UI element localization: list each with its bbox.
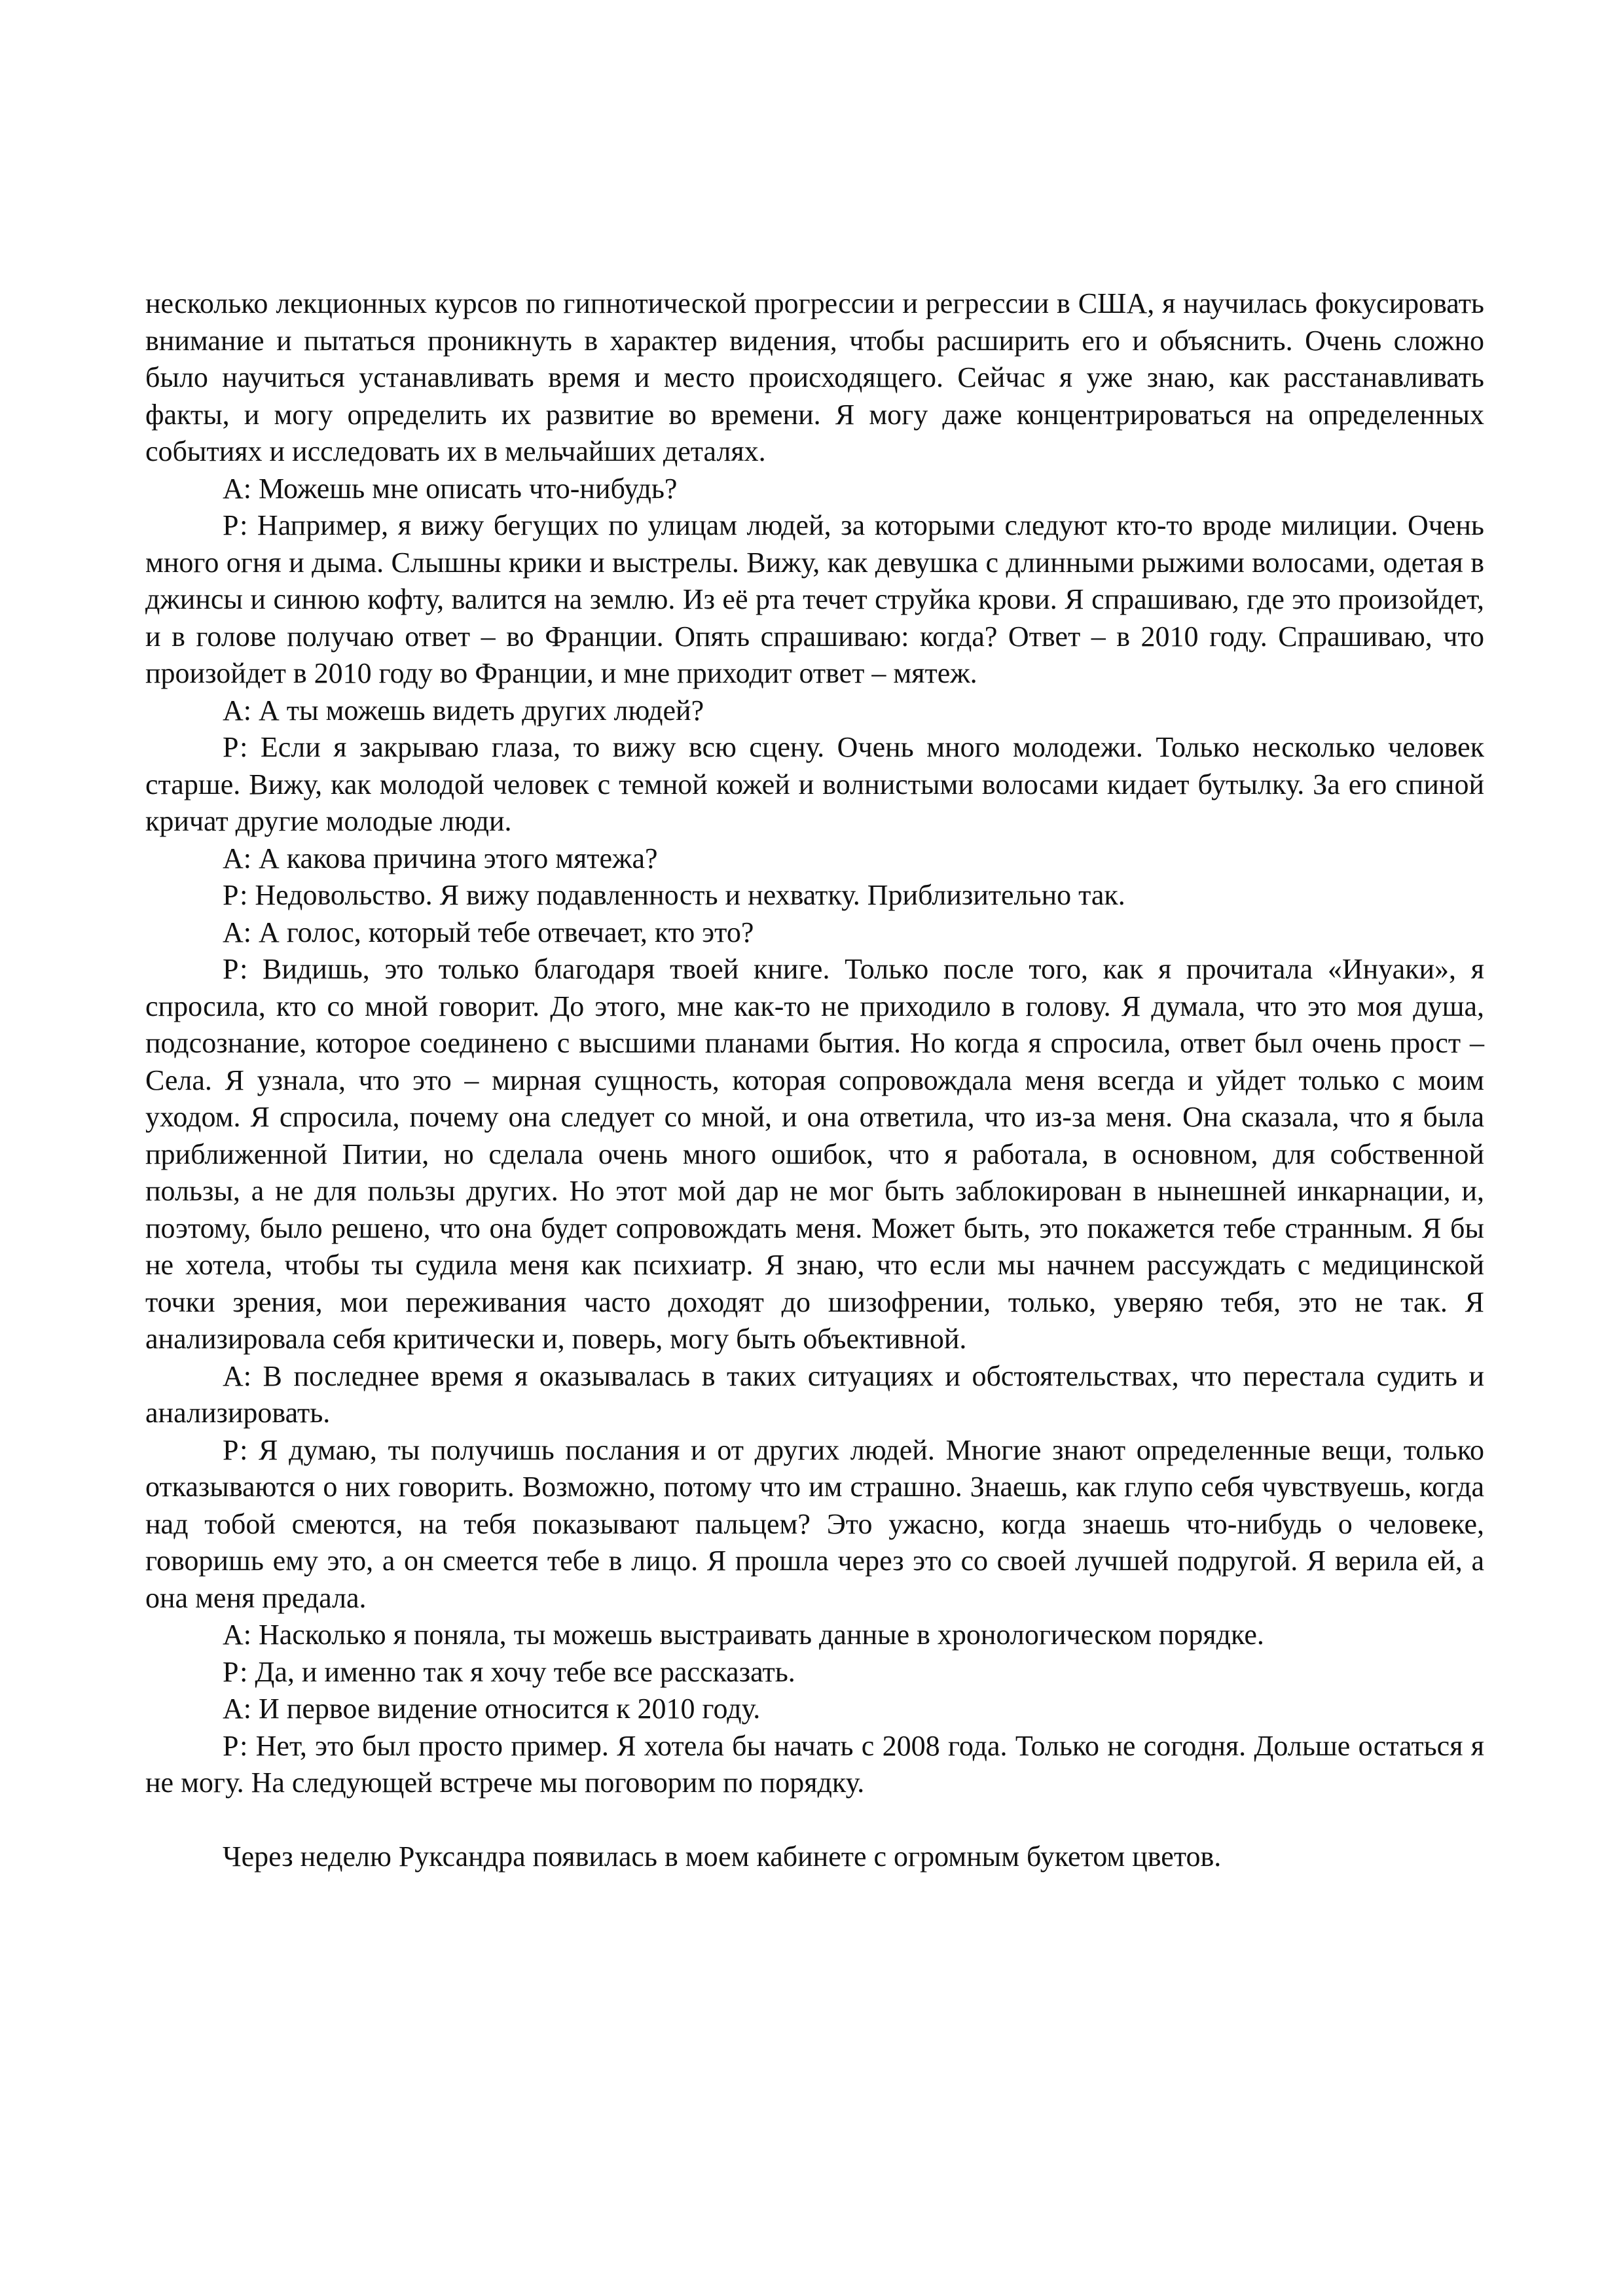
dialogue-line-a: А: А голос, который тебе отвечает, кто это? — [223, 916, 754, 948]
dialogue-line-a: А: В последнее время я оказывалась в таких ситуациях и обстоятельствах, что перестала судить и анализировать. — [145, 1359, 1484, 1429]
dialogue-line-r: Р: Да, и именно так я хочу тебе все рассказать. — [223, 1655, 795, 1688]
dialogue-line-r: Р: Нет, это был просто пример. Я хотела бы начать с 2008 года. Только не согодня. Дольше остаться я не могу. На следующей встрече мы поговорим по порядку. — [145, 1729, 1484, 1799]
document-page — [145, 285, 1484, 1875]
paragraph-continuation: несколько лекционных курсов по гипнотической прогрессии и регрессии в США, я научилась фокусировать внимание и пытаться проникнуть в характер видения, чтобы расширить его и объяснить. Очень сложно было научиться устанавливать время и место происходящего. Сейчас я уже знаю, как расстанавливать факты, и могу определить их развитие во времени. Я могу даже концентрироваться на определенных событиях и исследовать их в мельчайших деталях. — [145, 287, 1484, 467]
dialogue-line-r: Р: Например, я вижу бегущих по улицам людей, за которыми следуют кто-то вроде милиции. Очень много огня и дыма. Слышны крики и выстрелы. Вижу, как девушка с длинными рыжими волосами, одетая в джинсы и синюю кофту, валится на землю. Из её рта течет струйка крови. Я спрашиваю, где это произойдет, и в голове получаю ответ – во Франции. Опять спрашиваю: когда? Ответ – в 2010 году. Спрашиваю, что произойдет в 2010 году во Франции, и мне приходит ответ – мятеж. — [145, 509, 1484, 689]
dialogue-line-a: А: А какова причина этого мятежа? — [223, 842, 658, 874]
dialogue-line-r: Р: Если я закрываю глаза, то вижу всю сцену. Очень много молодежи. Только несколько человек старше. Вижу, как молодой человек с темной кожей и волнистыми волосами кидает бутылку. За его спиной кричат другие молодые люди. — [145, 731, 1484, 837]
dialogue-line-r: Р: Я думаю, ты получишь послания и от других людей. Многие знают определенные вещи, только отказываются о них говорить. Возможно, потому что им страшно. Знаешь, как глупо себя чувствуешь, когда над тобой смеются, на тебя показывают пальцем? Это ужасно, когда знаешь что-нибудь о человеке, говоришь ему это, а он смеется тебе в лицо. Я прошла через это со своей лучшей подругой. Я верила ей, а она меня предала. — [145, 1433, 1484, 1614]
dialogue-line-a: А: И первое видение относится к 2010 году. — [223, 1693, 761, 1725]
dialogue-line-a: А: А ты можешь видеть других людей? — [223, 694, 704, 726]
dialogue-line-a: А: Насколько я поняла, ты можешь выстраивать данные в хронологическом порядке. — [223, 1619, 1264, 1651]
dialogue-line-r: Р: Видишь, это только благодаря твоей книге. Только после того, как я прочитала «Инуаки», я спросила, кто со мной говорит. До этого, мне как-то не приходило в голову. Я думала, что это моя душа, подсознание, которое соединено с высшими планами бытия. Но когда я спросила, ответ был очень прост – Села. Я узнала, что это – мирная сущность, которая сопровождала меня всегда и уйдет только с моим уходом. Я спросила, почему она следует со мной, и она ответила, что из-за меня. Она сказала, что я была приближенной Питии, но сделала очень много ошибок, что я работала, в основном, для собственной пользы, а не для пользы других. Но этот мой дар не мог быть заблокирован в нынешней инкарнации, и, поэтому, было решено, что она будет сопровождать меня. Может быть, это покажется тебе странным. Я бы не хотела, чтобы ты судила меня как психиатр. Я знаю, что если мы начнем рассуждать с медицинской точки зрения, мои переживания часто доходят до шизофрении, только, уверяю тебя, это не так. Я анализировала себя критически и, поверь, могу быть объективной. — [145, 953, 1484, 1355]
dialogue-line-a: А: Можешь мне описать что-нибудь? — [223, 472, 678, 505]
narrative-paragraph: Через неделю Руксандра появилась в моем кабинете с огромным букетом цветов. — [223, 1840, 1222, 1873]
dialogue-line-r: Р: Недовольство. Я вижу подавленность и нехватку. Приблизительно так. — [223, 879, 1125, 911]
